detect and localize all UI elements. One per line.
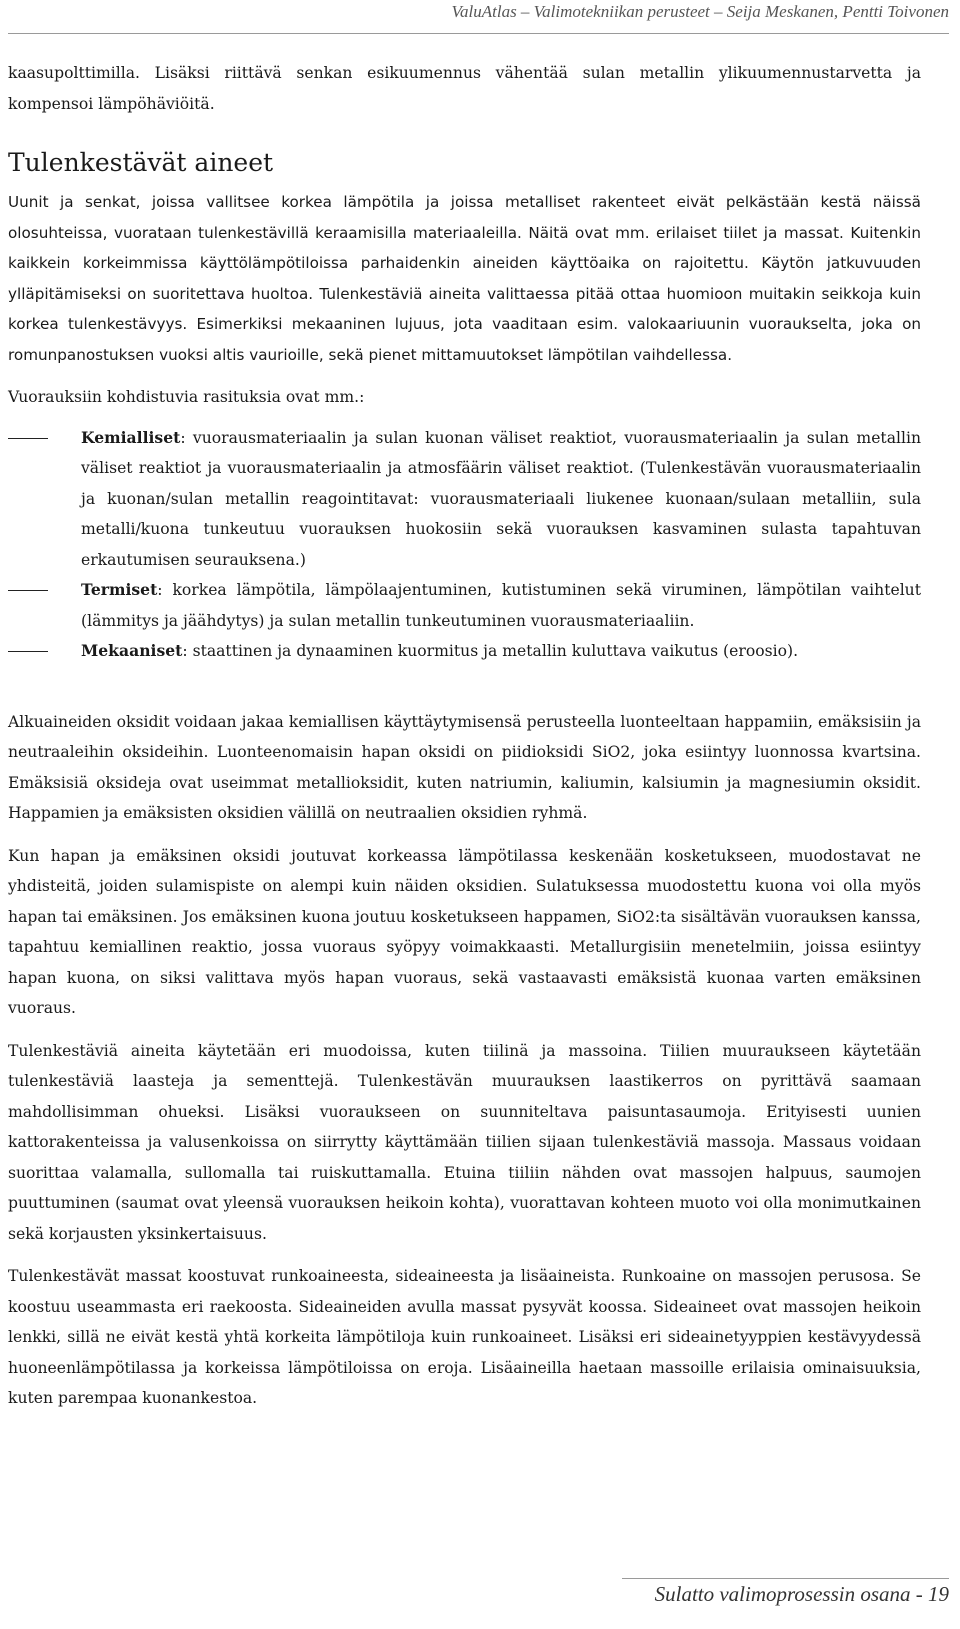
body-paragraph: Kun hapan ja emäksinen oksidi joutuvat korkeassa lämpötilassa keskenään kosketukseen, muodostavat ne yhdisteitä, joiden sulamispiste on alempi kuin näiden oksidien. Sulatuksessa muodostettu kuona voi olla myös hapan tai emäksinen. Jos emäksinen kuona joutuu kosketukseen happamen, SiO2:ta sisältävän vuorauksen kanssa, tapahtuu kemiallinen reaktio, jossa vuoraus syöpyy voimakkaasti. Metallurgisiin menetelmiin, joissa esiintyy hapan kuona, on siksi valittava myös hapan vuoraus, sekä vastaavasti emäksistä kuonaa varten emäksinen vuoraus. bbox=[8, 846, 921, 1017]
header-divider bbox=[8, 33, 949, 34]
section-paragraph-1-cont: Kuitenkin kaikkein korkeimmissa käyttölämpötiloissa parhaidenkin aineiden käyttöaika on rajoitettu. Käytön jatkuvuuden ylläpitämiseksi on suoritettava huoltoa. Tulenkestäviä aineita valittaessa pitää ottaa huomioon muitakin seikkoja kuin korkea tulenkestävyys. Esimerkiksi mekaaninen lujuus, jota vaaditaan esim. valokaariuunin vuoraukselta, joka on romunpanostuksen vuoksi altis vaurioille, sekä pienet mittamuutokset lämpötilan vaihdellessa. bbox=[8, 223, 922, 364]
list-item-term: Termiset bbox=[81, 580, 158, 599]
intro-paragraph: kaasupolttimilla. Lisäksi riittävä senkan esikuumennus vähentää sulan metallin ylikuumennustarvetta ja kompensoi lämpöhäviöitä. bbox=[8, 64, 921, 113]
page-body bbox=[8, 58, 921, 1414]
list-item-term: Kemialliset bbox=[81, 427, 181, 447]
section-paragraph-2: Vuorauksiin kohdistuvia rasituksia ovat mm.: bbox=[8, 388, 365, 406]
body-paragraph: Alkuaineiden oksidit voidaan jakaa kemiallisen käyttäytymisensä perusteella luonteeltaan happamiin, emäksisiin ja neutraaleihin oksideihin. Luonteenomaisin hapan oksidi on piidioksidi SiO2, joka esiintyy luonnossa kvartsina. Emäksisiä oksideja ovat useimmat metallioksidit, kuten natriumin, kaliumin, kalsiumin ja magnesiumin oksidit. Happamien ja emäksisten oksidien välillä on neutraalien oksidien ryhmä. bbox=[8, 712, 921, 822]
running-header: ValuAtlas – Valimotekniikan perusteet – Seija Meskanen, Pentti Toivonen bbox=[451, 2, 949, 21]
list-item bbox=[8, 423, 921, 576]
list-item-term: Mekaaniset bbox=[81, 641, 183, 660]
section-paragraph-1 bbox=[8, 187, 921, 370]
list-item bbox=[8, 575, 921, 636]
list-item bbox=[8, 636, 921, 667]
footer-divider bbox=[622, 1578, 949, 1579]
list-item-text: : vuorausmateriaalin ja sulan kuonan väliset reaktiot, vuorausmateriaalin ja sulan metallin väliset reaktiot ja vuorausmateriaalin ja atmosfäärin väliset reaktiot. (Tulenkestävän vuorausmateriaalin ja kuonan/sulan metallin reagointitavat: vuorausmateriaali liukenee kuonaan/sulaan metalliin, sula metalli/kuona tunkeutuu vuorauksen huokosiin sekä vuorauksen kasvaminen sulasta tapahtuvan erkautumisen seurauksena.) bbox=[81, 428, 921, 569]
section-paragraph-1-sans: Uunit ja senkat, joissa vallitsee korkea lämpötila ja joissa metalliset rakenteet eivät pelkästään kestä näissä olosuhteissa, vuorataan tulenkestävillä keraamisilla materiaaleilla. Näitä ovat mm. erilaiset tiilet ja massat. bbox=[8, 193, 921, 242]
list-item-text: : korkea lämpötila, lämpölaajentuminen, kutistuminen sekä viruminen, lämpötilan vaihtelut (lämmitys ja jäähdytys) ja sulan metallin tunkeutuminen vuorausmateriaaliin. bbox=[81, 581, 921, 630]
dash-bullet bbox=[8, 590, 48, 591]
list-item-text: : staattinen ja dynaaminen kuormitus ja metallin kuluttava vaikutus (eroosio). bbox=[182, 642, 799, 660]
stress-list bbox=[8, 423, 921, 667]
dash-bullet bbox=[8, 438, 48, 439]
body-paragraph: Tulenkestäviä aineita käytetään eri muodoissa, kuten tiilinä ja massoina. Tiilien muuraukseen käytetään tulenkestäviä laasteja ja sementtejä. Tulenkestävän muurauksen laastikerros on pyrittävä saamaan mahdollisimman ohueksi. Lisäksi vuoraukseen on suunniteltava paisuntasaumoja. Erityisesti uunien kattorakenteissa ja valusenkoissa on siirrytty käyttämään tiilien sijaan tulenkestäviä massoja. Massaus voidaan suorittaa valamalla, sullomalla tai ruiskuttamalla. Etuina tiiliin nähden ovat massojen halpuus, saumojen puuttuminen (saumat ovat yleensä vuorauksen heikoin kohta), vuorattavan kohteen muoto voi olla monimutkainen sekä korjausten yksinkertaisuus. bbox=[8, 1041, 921, 1243]
body-paragraph: Tulenkestävät massat koostuvat runkoaineesta, sideaineesta ja lisäaineista. Runkoaine on massojen perusosa. Se koostuu useammasta eri raekoosta. Sideaineiden avulla massat pysyvät koossa. Sideaineet ovat massojen heikoin lenkki, sillä ne eivät kestä yhtä korkeita lämpötiloja kuin runkoaineet. Lisäksi eri sideainetyyppien kestävyydessä huoneenlämpötilassa ja korkeissa lämpötiloissa on eroja. Lisäaineilla haetaan massoille erilaisia ominaisuuksia, kuten parempaa kuonankestoa. bbox=[8, 1267, 921, 1407]
dash-bullet bbox=[8, 651, 48, 652]
page-footer: Sulatto valimoprosessin osana - 19 bbox=[654, 1582, 949, 1606]
section-title: Tulenkestävät aineet bbox=[8, 148, 274, 177]
